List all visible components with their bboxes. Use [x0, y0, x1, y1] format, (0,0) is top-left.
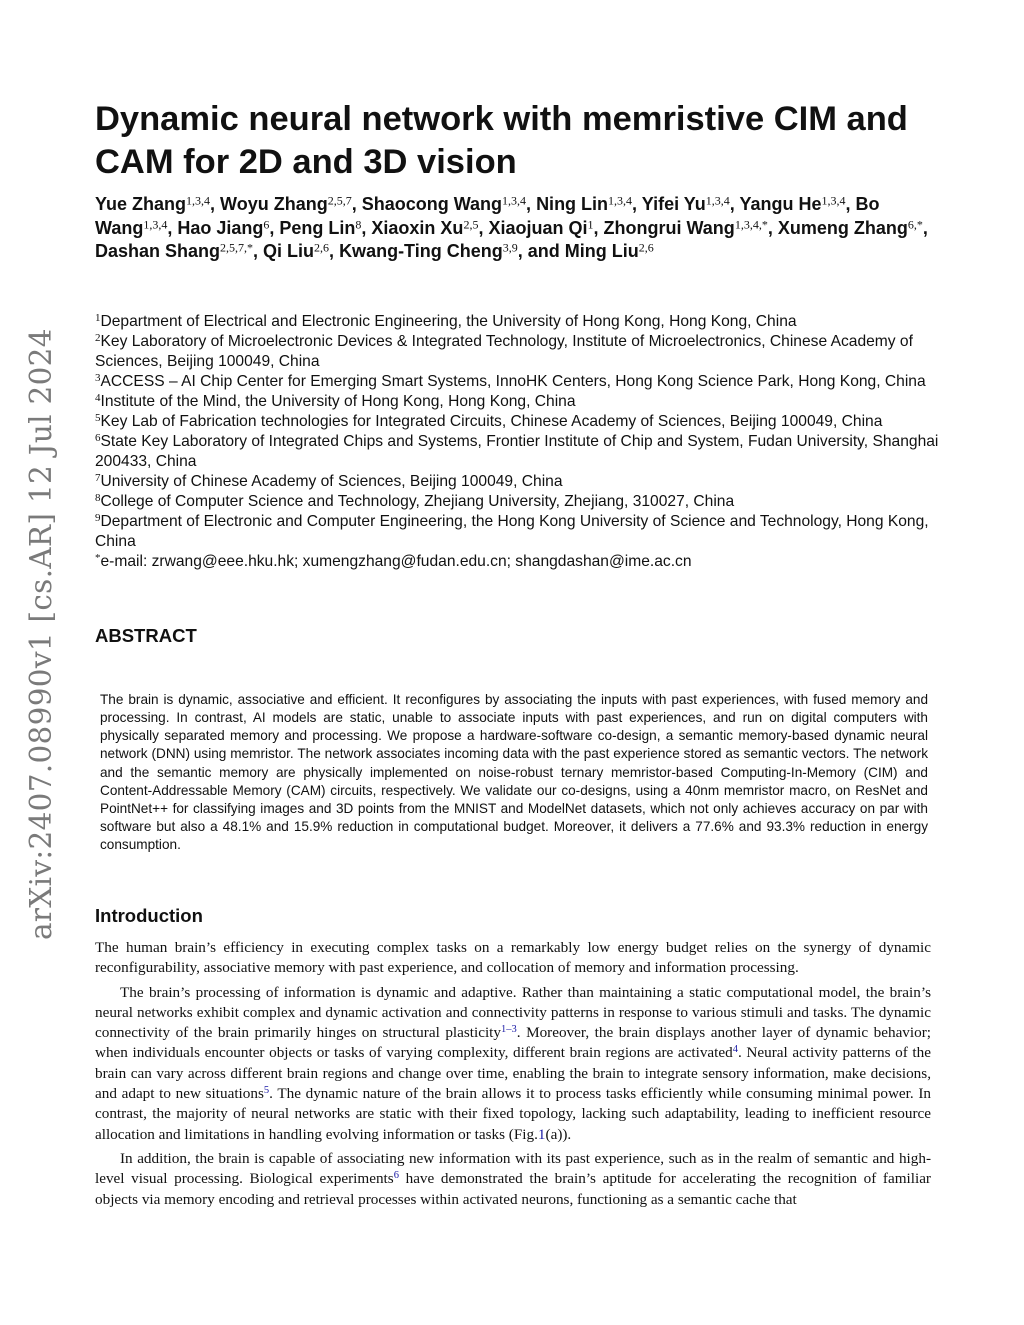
intro-paragraph-3: In addition, the brain is capable of associating new information with its past experience, such as in the realm of semantic and high-level visual processing. Biological experiments$^6$ have demonstrated the brain’s aptitude for accelerating the recognition of familiar objects via memory encoding and retrieval processes within activated neurons, functioning as a semantic cache that	[95, 1149, 931, 1208]
author-name: Qi Liu	[263, 241, 315, 262]
affiliation-item	[95, 432, 940, 472]
author-name: Shaocong Wang	[361, 194, 503, 214]
intro-paragraph-1: The human brain’s efficiency in executing complex tasks on a remarkably low energy budget relies on the synergy of dynamic reconfigurability, associative memory with past experience, and collocation of memory and information processing.	[95, 939, 931, 977]
citation-link[interactable]: 1–3	[501, 1023, 517, 1035]
author-separator: ,	[767, 217, 778, 238]
affiliation-text: Department of Electrical and Electronic Engineering, the University of Hong Kong, Hong Kong, China	[100, 313, 797, 330]
author-affiliation-marker: 1,3,4	[608, 193, 633, 208]
affiliation-marker: 5	[95, 412, 101, 425]
affiliation-item	[95, 412, 940, 432]
author-separator: ,	[593, 217, 604, 238]
author-name: Xumeng Zhang	[777, 217, 908, 238]
affiliation-marker: 3	[95, 372, 101, 385]
author-affiliation-marker: 2,5	[463, 217, 479, 232]
author-affiliation-marker: 1,3,4,*	[734, 217, 768, 232]
author-separator: ,	[253, 241, 264, 262]
affiliation-item	[95, 392, 940, 412]
author-separator: ,	[632, 194, 642, 214]
author-affiliation-marker: 1,3,4	[821, 193, 846, 208]
affiliation-marker: 4	[95, 392, 101, 405]
author-affiliation-marker: 6,*	[907, 217, 923, 232]
affiliation-text: Key Lab of Fabrication technologies for Integrated Circuits, Chinese Academy of Sciences, Beijing 100049, China	[100, 413, 883, 430]
author-name: Xiaoxin Xu	[371, 217, 464, 238]
author-name: Ming Liu	[564, 241, 639, 262]
author-separator: ,	[351, 194, 362, 214]
affiliation-marker: 9	[95, 512, 101, 525]
affiliation-item	[95, 472, 940, 492]
author-separator: ,	[478, 217, 489, 238]
author-separator: ,	[329, 241, 340, 262]
affiliation-text: College of Computer Science and Technology, Zhejiang University, Zhejiang, 310027, China	[100, 493, 735, 510]
affiliation-text: Key Laboratory of Microelectronic Devices & Integrated Technology, Institute of Microelectronics, Chinese Academy of Sciences, Beijing 100049, China	[95, 333, 913, 370]
author-name: Bo Wang	[95, 194, 880, 238]
affiliation-item	[95, 332, 940, 372]
introduction-heading: Introduction	[95, 905, 203, 926]
author-name: Woyu Zhang	[220, 194, 328, 214]
author-affiliation-marker: 1,3,4	[143, 217, 168, 232]
author-name: Xiaojuan Qi	[488, 217, 588, 238]
author-separator: ,	[361, 217, 372, 238]
author-affiliation-marker: 2,6	[314, 241, 330, 256]
affiliation-text: e-mail: zrwang@eee.hku.hk; xumengzhang@fudan.edu.cn; shangdashan@ime.ac.cn	[100, 553, 692, 570]
affiliation-item	[95, 492, 940, 512]
affiliation-item	[95, 512, 940, 552]
author-name: Ning Lin	[536, 194, 609, 214]
author-affiliation-marker: 6	[263, 217, 270, 232]
author-name: Yue Zhang	[95, 194, 187, 214]
figure-link[interactable]: 1	[537, 1125, 546, 1143]
affiliation-marker: *	[95, 552, 101, 565]
author-name: Dashan Shang	[95, 241, 221, 262]
arxiv-side-identifier: arXiv:2407.08990v1 [cs.AR] 12 Jul 2024	[24, 328, 58, 940]
author-separator: ,	[269, 217, 280, 238]
author-name: Zhongrui Wang	[603, 217, 735, 238]
affiliation-marker: 7	[95, 472, 101, 485]
author-name: Kwang-Ting Cheng	[339, 241, 503, 262]
affiliation-item	[95, 372, 940, 392]
citation-link[interactable]: 6	[393, 1170, 399, 1182]
abstract-heading: ABSTRACT	[95, 625, 197, 646]
affiliation-marker: 1	[95, 312, 101, 325]
author-name: Hao Jiang	[177, 217, 264, 238]
author-separator: ,	[729, 194, 740, 214]
affiliation-text: University of Chinese Academy of Sciences, Beijing 100049, China	[100, 473, 563, 490]
affiliation-text: State Key Laboratory of Integrated Chips and Systems, Frontier Institute of Chip and System, Fudan University, Shanghai 200433, China	[95, 433, 939, 470]
author-name: Peng Lin	[279, 217, 356, 238]
affiliation-item	[95, 312, 940, 332]
author-name: Yifei Yu	[641, 194, 706, 214]
affiliation-marker: 8	[95, 492, 101, 505]
affiliation-text: Institute of the Mind, the University of Hong Kong, Hong Kong, China	[100, 393, 576, 410]
citation-link[interactable]: 5	[263, 1084, 270, 1096]
author-affiliation-marker: 1	[587, 217, 594, 232]
affiliation-marker: 2	[95, 332, 101, 345]
affiliation-text: ACCESS – AI Chip Center for Emerging Smart Systems, InnoHK Centers, Hong Kong Science Park, Hong Kong, China	[100, 373, 926, 390]
author-affiliation-marker: 1,3,4	[186, 193, 211, 208]
author-name: Yangu He	[739, 194, 822, 214]
author-separator: ,	[210, 194, 221, 214]
author-affiliation-marker: 3,9	[502, 241, 518, 256]
author-affiliation-marker: 8	[355, 217, 362, 232]
author-separator: ,	[167, 217, 178, 238]
citation-link[interactable]: 4	[732, 1044, 738, 1056]
author-affiliation-marker: 2,5,7	[327, 193, 352, 208]
author-affiliation-marker: 2,6	[638, 241, 654, 256]
intro-paragraph-2: The brain’s processing of information is dynamic and adaptive. Rather than maintaining a static computational model, the brain’s neural networks exhibit complex and dynamic activation and connectivity patterns in response to various stimuli and tasks. The dynamic connectivity of the brain primarily hinges on structural plasticity$^{1-3}$. Moreover, the brain displays another layer of dynamic behavior; when individuals encounter objects or tasks of varying complexity, different brain regions are activated$^4$. Neural activity patterns of the brain can vary across different brain regions and change over time, enabling the brain to integrate sensory information, make decisions, and adapt to new situations$^5$. The dynamic nature of the brain allows it to process tasks efficiently while consuming minimal power. In contrast, the majority of neural networks are static with their fixed topology, lacking such adaptability, leading to inefficient resource allocation and limitations in handling evolving information or tasks (Fig.1(a)).	[95, 983, 931, 1143]
affiliation-marker: 6	[95, 432, 101, 445]
affiliation-text: Department of Electronic and Computer Engineering, the Hong Kong University of Science and Technology, Hong Kong, China	[95, 513, 929, 550]
author-separator: ,	[922, 217, 928, 238]
introduction-body	[95, 938, 931, 1214]
paper-title: Dynamic neural network with memristive CIM and CAM for 2D and 3D vision	[95, 100, 908, 181]
author-list	[95, 193, 945, 264]
author-separator: ,	[526, 194, 537, 214]
author-affiliation-marker: 2,5,7,*	[220, 241, 254, 256]
affiliation-list	[95, 312, 940, 572]
author-affiliation-marker: 1,3,4	[705, 193, 730, 208]
author-separator: , and	[517, 241, 565, 262]
author-affiliation-marker: 1,3,4	[502, 193, 527, 208]
abstract-text: The brain is dynamic, associative and efficient. It reconfigures by associating the inputs with past experiences, with fused memory and processing. In contrast, AI models are static, unable to associate inputs with past experiences, and run on digital computers with physically separated memory and processing. We propose a hardware-software co-design, a semantic memory-based dynamic neural network (DNN) using memristor. The network associates incoming data with the past experience stored as semantic vectors. The network and the semantic memory are physically implemented on noise-robust ternary memristor-based Computing-In-Memory (CIM) and Content-Addressable Memory (CAM) circuits, respectively. We validate our co-designs, using a 40nm memristor macro, on ResNet and PointNet++ for classifying images and 3D points from the MNIST and ModelNet datasets, which not only achieves accuracy on par with software but also a 48.1% and 15.9% reduction in computational budget. Moreover, it delivers a 77.6% and 93.3% reduction in energy consumption.	[100, 692, 928, 853]
author-separator: ,	[845, 194, 856, 214]
affiliation-item	[95, 552, 940, 572]
